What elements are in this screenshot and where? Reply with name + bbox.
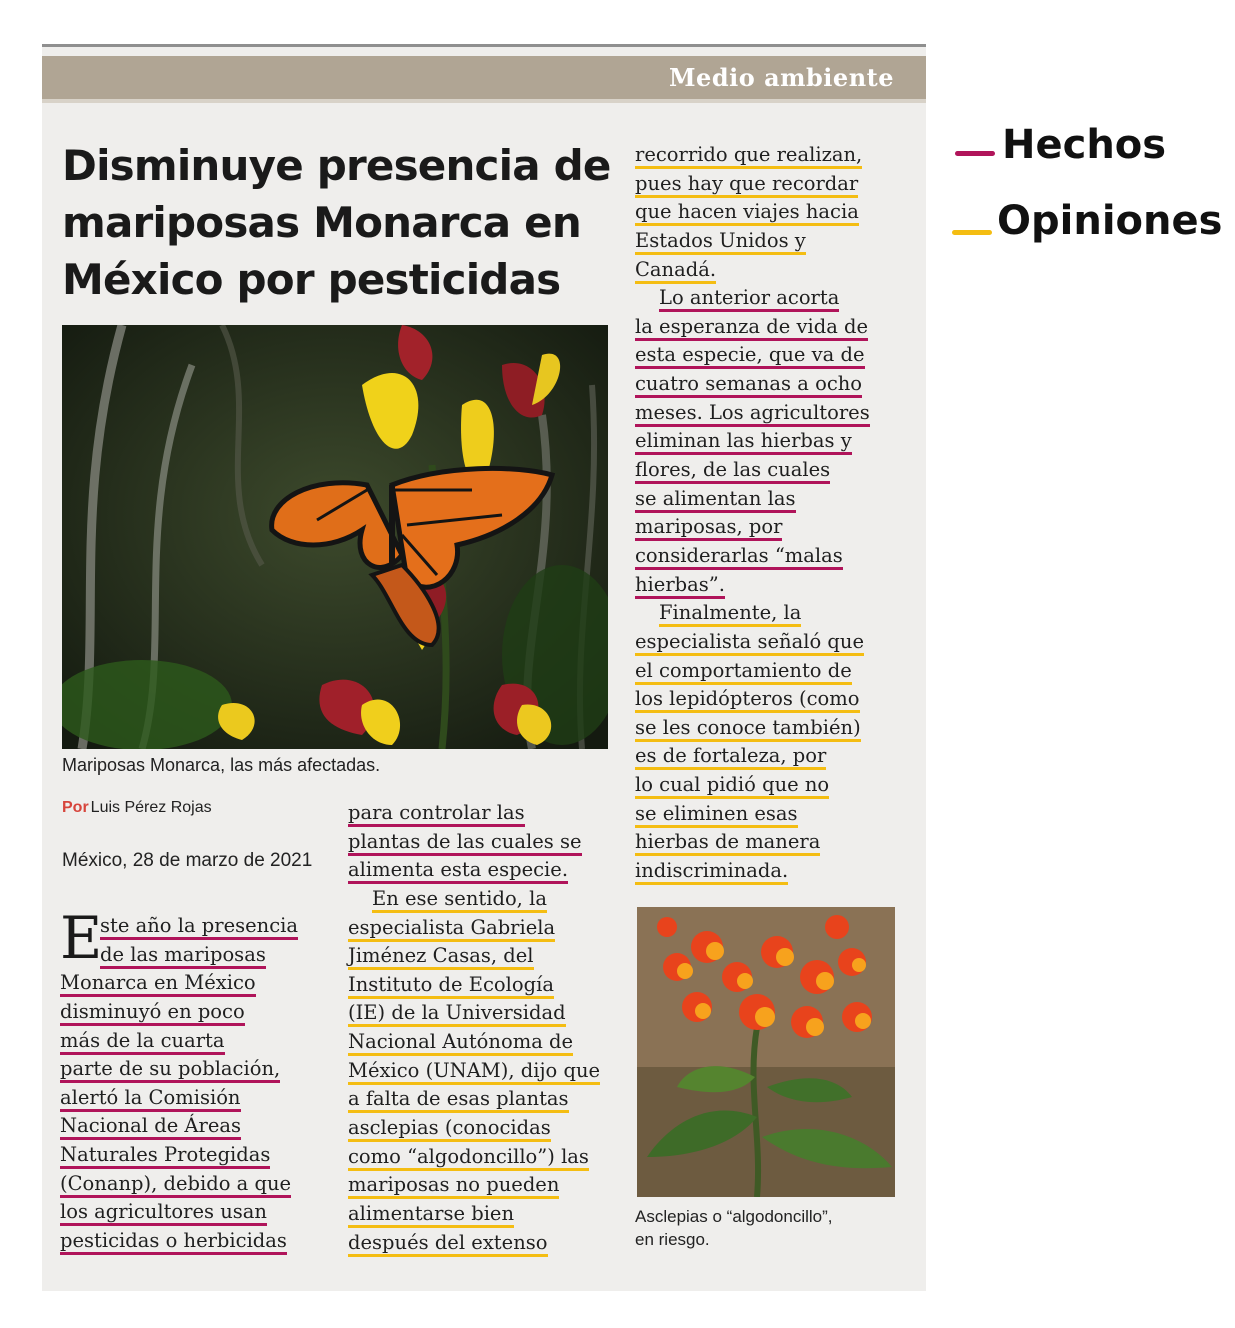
opinion-underlined-text: el comportamiento de (635, 660, 852, 685)
article-column-3 (635, 141, 870, 886)
article-line (348, 828, 600, 857)
article-column-1 (60, 912, 298, 1256)
article-column-2 (348, 799, 600, 1257)
section-band (42, 56, 926, 103)
asclepias-flower-photo (637, 907, 895, 1197)
article-line (60, 941, 298, 970)
article-line (60, 1084, 298, 1113)
flower-caption-line: en riesgo. (635, 1230, 710, 1249)
article-line (348, 1028, 600, 1057)
opinion-underlined-text: después del extenso (348, 1232, 548, 1257)
fact-underlined-text: cuatro semanas a ocho (635, 373, 862, 398)
fact-underlined-text: Monarca en México (60, 972, 256, 997)
fact-underlined-text: la esperanza de vida de (635, 316, 868, 341)
fact-underlined-text: hierbas”. (635, 574, 725, 599)
article-line (635, 141, 870, 170)
article-line (348, 942, 600, 971)
fact-underlined-text: eliminan las hierbas y (635, 430, 852, 455)
opinion-underlined-text: Jiménez Casas, del (348, 945, 534, 970)
fact-underlined-text: de las mariposas (100, 944, 266, 969)
opinion-underlined-text: En ese sentido, la (372, 888, 547, 913)
article-line (348, 999, 600, 1028)
drop-cap: E (60, 904, 103, 972)
article-line (348, 1200, 600, 1229)
legend-opiniones-label: Opiniones (997, 198, 1223, 244)
fact-underlined-text: meses. Los agricultores (635, 402, 870, 427)
fact-underlined-text: ste año la presencia (100, 915, 298, 940)
opinion-underlined-text: indiscriminada. (635, 860, 788, 885)
fact-underlined-text: los agricultores usan (60, 1201, 267, 1226)
article-line (60, 1227, 298, 1256)
article-line (635, 198, 870, 227)
article-line (635, 857, 870, 886)
opinion-underlined-text: mariposas no pueden (348, 1174, 559, 1199)
byline (62, 799, 212, 817)
article-line (60, 1055, 298, 1084)
opinion-underlined-text: especialista Gabriela (348, 917, 555, 942)
opinion-underlined-text: asclepias (conocidas (348, 1117, 551, 1142)
article-line (635, 485, 870, 514)
opinion-underlined-text: Instituto de Ecología (348, 974, 554, 999)
opinion-underlined-text: Finalmente, la (659, 602, 801, 627)
byline-author: Luis Pérez Rojas (90, 799, 212, 816)
flower-photo-caption (635, 1205, 833, 1251)
headline: Disminuye presencia de mariposas Monarca en México por pesticidas (62, 141, 611, 304)
article-line (60, 969, 298, 998)
article-line (635, 657, 870, 686)
article-line (60, 998, 298, 1027)
article-line (635, 170, 870, 199)
article-line (348, 856, 600, 885)
opinion-underlined-text: a falta de esas plantas (348, 1088, 569, 1113)
fact-underlined-text: Nacional de Áreas (60, 1115, 241, 1140)
article-line (635, 628, 870, 657)
article-line (635, 599, 870, 628)
article-line (635, 685, 870, 714)
article-line (348, 971, 600, 1000)
article-line (635, 256, 870, 285)
fact-underlined-text: parte de su población, (60, 1058, 280, 1083)
article-line (348, 914, 600, 943)
opinion-underlined-text: especialista señaló que (635, 631, 864, 656)
opinion-underlined-text: los lepidópteros (como (635, 688, 860, 713)
article-line (635, 800, 870, 829)
article-line (635, 771, 870, 800)
article-line (60, 912, 298, 941)
article-line (635, 513, 870, 542)
article-line (635, 427, 870, 456)
opinion-underlined-text: se eliminen esas (635, 803, 798, 828)
fact-underlined-text: considerarlas “malas (635, 545, 843, 570)
fact-underlined-text: plantas de las cuales se (348, 831, 582, 856)
fact-underlined-text: (Conanp), debido a que (60, 1173, 291, 1198)
byline-prefix: Por (62, 799, 89, 816)
article-line (348, 1057, 600, 1086)
fact-underlined-text: disminuyó en poco (60, 1001, 245, 1026)
newspaper-page (42, 44, 926, 1291)
opinion-underlined-text: hierbas de manera (635, 831, 820, 856)
opinion-underlined-text: Nacional Autónoma de (348, 1031, 573, 1056)
opinion-underlined-text: pues hay que recordar (635, 173, 858, 198)
article-line (348, 1229, 600, 1258)
legend-opiniones-swatch (952, 230, 992, 235)
article-line (60, 1141, 298, 1170)
fact-underlined-text: se alimentan las (635, 488, 796, 513)
article-line (635, 399, 870, 428)
article-line (348, 1085, 600, 1114)
fact-underlined-text: más de la cuarta (60, 1030, 225, 1055)
fact-underlined-text: alimenta esta especie. (348, 859, 568, 884)
flower-caption-line: Asclepias o “algodoncillo”, (635, 1207, 833, 1226)
opinion-underlined-text: como “algodoncillo”) las (348, 1146, 589, 1171)
opinion-underlined-text: recorrido que realizan, (635, 144, 862, 169)
fact-underlined-text: alertó la Comisión (60, 1087, 241, 1112)
section-title: Medio ambiente (668, 63, 894, 92)
fact-underlined-text: mariposas, por (635, 516, 782, 541)
article-line (348, 885, 600, 914)
article-line (60, 1170, 298, 1199)
opinion-underlined-text: (IE) de la Universidad (348, 1002, 566, 1027)
monarch-butterfly-photo (62, 325, 608, 749)
article-line (635, 456, 870, 485)
article-line (348, 1114, 600, 1143)
photo-caption: Mariposas Monarca, las más afectadas. (62, 755, 381, 775)
opinion-underlined-text: Canadá. (635, 259, 716, 284)
article-line (635, 571, 870, 600)
article-line (348, 1143, 600, 1172)
fact-underlined-text: para controlar las (348, 802, 525, 827)
opinion-underlined-text: Estados Unidos y (635, 230, 806, 255)
fact-underlined-text: flores, de las cuales (635, 459, 830, 484)
article-line (60, 1112, 298, 1141)
dateline: México, 28 de marzo de 2021 (62, 850, 313, 871)
article-line (60, 1198, 298, 1227)
legend-hechos-swatch (955, 151, 995, 156)
fact-underlined-text: esta especie, que va de (635, 344, 865, 369)
article-line (635, 284, 870, 313)
article-line (635, 341, 870, 370)
legend-hechos-label: Hechos (1002, 122, 1167, 168)
opinion-underlined-text: que hacen viajes hacia (635, 201, 859, 226)
opinion-underlined-text: México (UNAM), dijo que (348, 1060, 600, 1085)
opinion-underlined-text: se les conoce también) (635, 717, 861, 742)
article-line (635, 542, 870, 571)
article-line (635, 227, 870, 256)
article-line (348, 799, 600, 828)
article-line (635, 828, 870, 857)
article-line (635, 370, 870, 399)
article-line (635, 742, 870, 771)
opinion-underlined-text: es de fortaleza, por (635, 745, 826, 770)
article-line (635, 714, 870, 743)
fact-underlined-text: pesticidas o herbicidas (60, 1230, 287, 1255)
article-line (635, 313, 870, 342)
fact-underlined-text: Lo anterior acorta (659, 287, 839, 312)
article-line (348, 1171, 600, 1200)
fact-underlined-text: Naturales Protegidas (60, 1144, 270, 1169)
article-line (60, 1027, 298, 1056)
opinion-underlined-text: alimentarse bien (348, 1203, 514, 1228)
opinion-underlined-text: lo cual pidió que no (635, 774, 829, 799)
